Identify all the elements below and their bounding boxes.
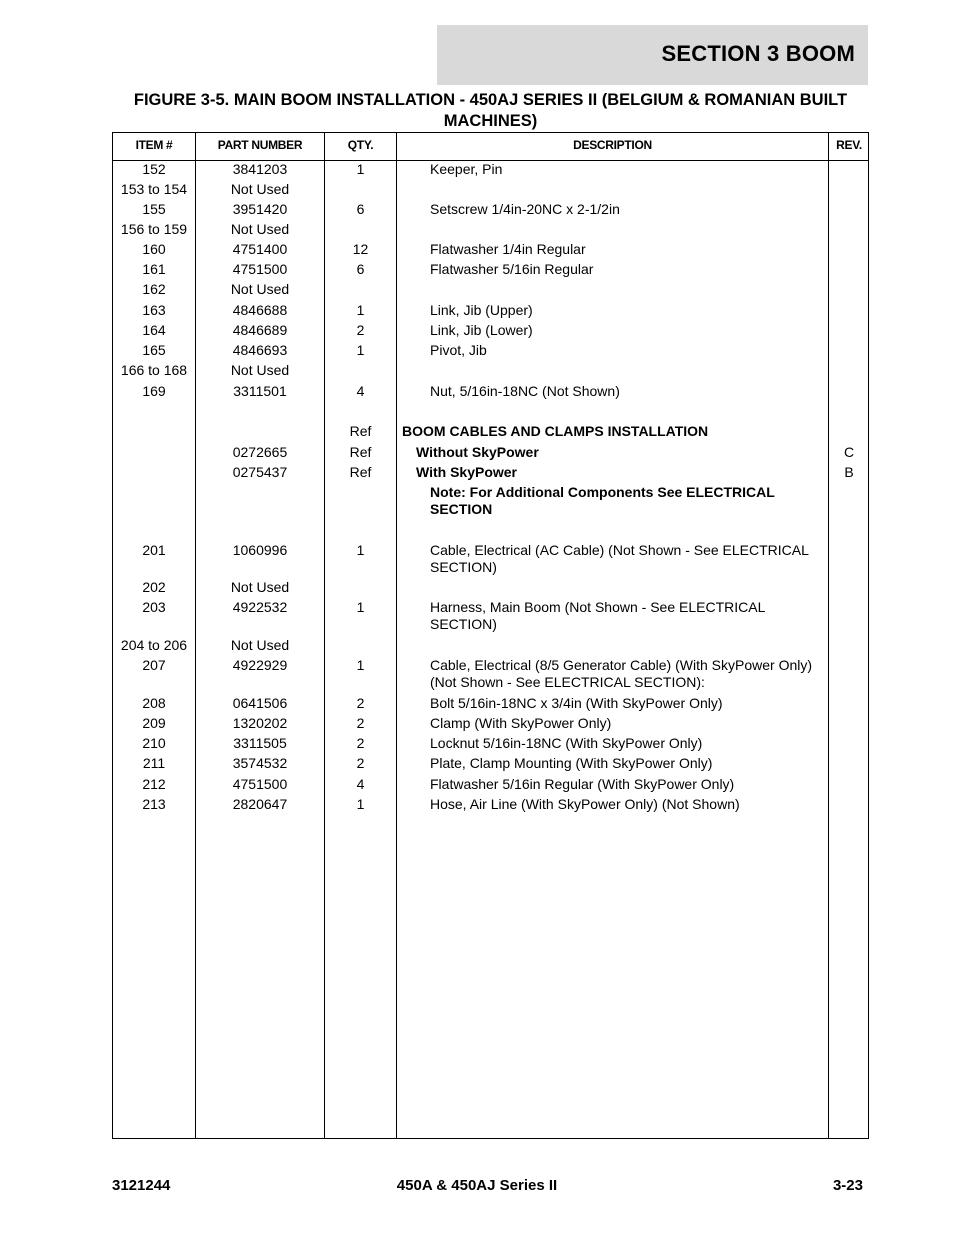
cell-part: 4846689 bbox=[232, 322, 288, 338]
cell-item: 166 to 168 bbox=[120, 362, 188, 378]
cell-qty: Ref bbox=[349, 423, 372, 439]
cell-part: Not Used bbox=[230, 181, 290, 197]
cell-desc: Without SkyPower bbox=[416, 444, 539, 460]
cell-desc: Pivot, Jib bbox=[430, 342, 487, 358]
cell-item: 162 bbox=[142, 281, 166, 297]
cell-desc: Flatwasher 1/4in Regular bbox=[430, 241, 586, 257]
cell-item: 161 bbox=[142, 261, 166, 277]
cell-qty: 6 bbox=[356, 201, 365, 217]
cell-qty: 1 bbox=[356, 161, 365, 177]
parts-table bbox=[112, 132, 869, 1139]
cell-desc: Link, Jib (Upper) bbox=[430, 302, 533, 318]
cell-part: 3574532 bbox=[232, 755, 288, 771]
cell-item: 204 to 206 bbox=[120, 637, 188, 653]
cell-qty: 2 bbox=[356, 735, 365, 751]
cell-item: 202 bbox=[142, 579, 166, 595]
cell-qty: 2 bbox=[356, 715, 365, 731]
cell-desc: Flatwasher 5/16in Regular bbox=[430, 261, 594, 277]
cell-part: Not Used bbox=[230, 637, 290, 653]
cell-item: 207 bbox=[142, 657, 166, 673]
cell-desc: Plate, Clamp Mounting (With SkyPower Only) bbox=[430, 755, 713, 771]
cell-part: 4922532 bbox=[232, 599, 288, 615]
cell-qty: 12 bbox=[352, 241, 369, 257]
cell-part: Not Used bbox=[230, 281, 290, 297]
cell-qty: 1 bbox=[356, 542, 365, 558]
cell-desc: Hose, Air Line (With SkyPower Only) (Not Shown) bbox=[430, 796, 740, 812]
cell-desc: With SkyPower bbox=[416, 464, 518, 480]
cell-item: 211 bbox=[142, 755, 166, 771]
cell-item: 156 to 159 bbox=[120, 221, 188, 237]
cell-rev: C bbox=[843, 444, 855, 460]
cell-desc: Note: For Additional Components See ELECTRICAL SECTION bbox=[430, 484, 775, 517]
cell-part: 3841203 bbox=[232, 161, 288, 177]
cell-item: 164 bbox=[142, 322, 166, 338]
cell-desc: Setscrew 1/4in-20NC x 2-1/2in bbox=[430, 201, 620, 217]
cell-qty: 1 bbox=[356, 302, 365, 318]
cell-item: 155 bbox=[142, 201, 166, 217]
cell-qty: Ref bbox=[349, 444, 372, 460]
figure-title: FIGURE 3-5. MAIN BOOM INSTALLATION - 450AJ SERIES II (BELGIUM & ROMANIAN BUILT MACHINES) bbox=[133, 91, 848, 130]
cell-item: 153 to 154 bbox=[120, 181, 188, 197]
cell-qty: Ref bbox=[349, 464, 372, 480]
cell-part: 4751400 bbox=[232, 241, 288, 257]
cell-qty: 1 bbox=[356, 796, 365, 812]
cell-part: Not Used bbox=[230, 362, 290, 378]
cell-item: 212 bbox=[142, 776, 166, 792]
cell-part: Not Used bbox=[230, 579, 290, 595]
cell-item: 152 bbox=[142, 161, 166, 177]
cell-qty: 2 bbox=[356, 322, 365, 338]
cell-part: 2820647 bbox=[232, 796, 288, 812]
cell-desc: Bolt 5/16in-18NC x 3/4in (With SkyPower Only) bbox=[430, 695, 723, 711]
page-number: 3-23 bbox=[832, 1177, 863, 1194]
cell-part: 3311501 bbox=[233, 383, 287, 399]
cell-qty: 1 bbox=[356, 342, 365, 358]
cell-qty: 6 bbox=[356, 261, 365, 277]
cell-item: 209 bbox=[142, 715, 166, 731]
section-title: SECTION 3 BOOM bbox=[661, 41, 855, 66]
header-description: DESCRIPTION bbox=[573, 138, 652, 152]
cell-desc: Cable, Electrical (8/5 Generator Cable) (With SkyPower Only) (Not Shown - See ELECTRICAL SECTION): bbox=[430, 657, 813, 690]
cell-desc: Nut, 5/16in-18NC (Not Shown) bbox=[430, 383, 620, 399]
cell-desc: Harness, Main Boom (Not Shown - See ELECTRICAL SECTION) bbox=[430, 599, 765, 632]
cell-part: 4846688 bbox=[232, 302, 288, 318]
cell-item: 213 bbox=[142, 796, 166, 812]
cell-desc: BOOM CABLES AND CLAMPS INSTALLATION bbox=[402, 423, 709, 439]
cell-desc: Cable, Electrical (AC Cable) (Not Shown - See ELECTRICAL SECTION) bbox=[430, 542, 809, 575]
cell-item: 169 bbox=[142, 383, 166, 399]
cell-qty: 4 bbox=[356, 383, 365, 399]
cell-part: 1060996 bbox=[232, 542, 288, 558]
cell-qty: 1 bbox=[356, 657, 365, 673]
column-divider bbox=[396, 133, 397, 1138]
cell-part: 0272665 bbox=[232, 444, 288, 460]
doc-number: 3121244 bbox=[112, 1177, 171, 1194]
cell-desc: Keeper, Pin bbox=[430, 161, 503, 177]
cell-item: 163 bbox=[142, 302, 166, 318]
cell-part: 4846693 bbox=[232, 342, 288, 358]
cell-qty: 1 bbox=[356, 599, 365, 615]
header-rev: REV. bbox=[836, 138, 862, 152]
cell-part: 1320202 bbox=[232, 715, 288, 731]
cell-desc: Flatwasher 5/16in Regular (With SkyPower Only) bbox=[430, 776, 735, 792]
cell-part: 0275437 bbox=[232, 464, 288, 480]
cell-desc: Link, Jib (Lower) bbox=[430, 322, 533, 338]
cell-qty: 4 bbox=[356, 776, 365, 792]
cell-part: 3951420 bbox=[232, 201, 288, 217]
header-part-number: PART NUMBER bbox=[217, 138, 303, 152]
cell-item: 210 bbox=[142, 735, 166, 751]
cell-part: 0641506 bbox=[232, 695, 288, 711]
cell-qty: 2 bbox=[356, 695, 365, 711]
model-name: 450A & 450AJ Series II bbox=[396, 1177, 558, 1194]
cell-rev: B bbox=[844, 464, 854, 480]
cell-item: 165 bbox=[142, 342, 166, 358]
cell-item: 160 bbox=[142, 241, 166, 257]
cell-item: 201 bbox=[142, 542, 166, 558]
section-header bbox=[437, 25, 868, 85]
header-item: ITEM # bbox=[135, 138, 173, 152]
cell-desc: Locknut 5/16in-18NC (With SkyPower Only) bbox=[430, 735, 703, 751]
cell-part: 4922929 bbox=[232, 657, 288, 673]
cell-part: 4751500 bbox=[232, 776, 288, 792]
column-divider bbox=[324, 133, 325, 1138]
column-divider bbox=[828, 133, 829, 1138]
cell-part: Not Used bbox=[230, 221, 290, 237]
cell-part: 3311505 bbox=[233, 735, 287, 751]
cell-desc: Clamp (With SkyPower Only) bbox=[430, 715, 612, 731]
cell-item: 203 bbox=[142, 599, 166, 615]
cell-item: 208 bbox=[142, 695, 166, 711]
cell-qty: 2 bbox=[356, 755, 365, 771]
header-qty: QTY. bbox=[347, 138, 374, 152]
cell-part: 4751500 bbox=[232, 261, 288, 277]
